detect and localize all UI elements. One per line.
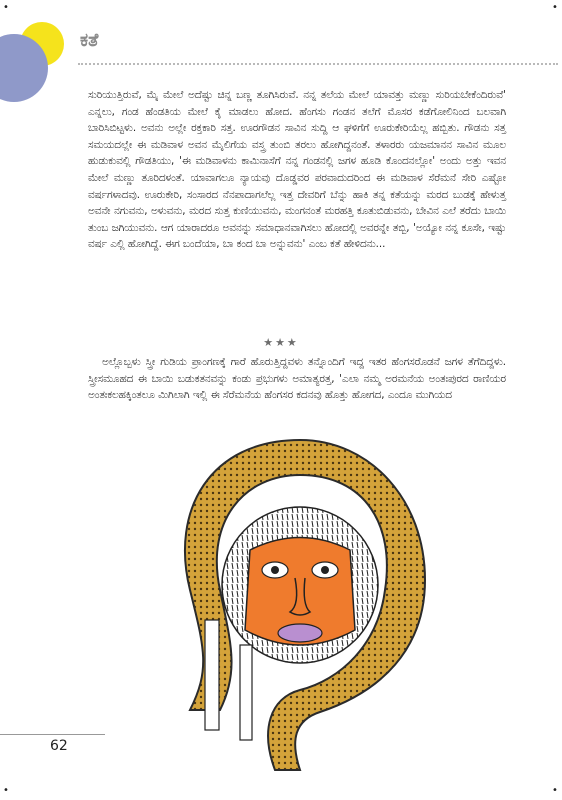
header-dotted-rule — [78, 63, 558, 65]
crop-mark-bottom-right: • — [552, 785, 558, 796]
crop-mark-top-left: • — [3, 2, 9, 13]
page-number: 62 — [50, 738, 68, 754]
paragraph-1: ಸುರಿಯುತ್ತಿರುವೆ, ಮೈ ಮೇಲೆ ಅದೆಷ್ಟು ಚಿನ್ನ ಬಣ್ಣ ತೂಗಿಸಿರುವೆ. ನನ್ನ ತಲೆಯ ಮೇಲೆ ಯಾವತ್ತು ಮಣ್ಣು ಸುರಿಯಬೇಕೆಂದಿರುವೆ' ಎನ್ನಲು, ಗಂಡ ಹೆಂಡತಿಯ ಮೇಲೆ ಕೈ ಮಾಡಲು ಹೋದ. ಹೆಂಗಸು ಗಂಡನ ತಲೆಗೆ ಮೊಸರ ಕಡೆಗೋಲಿನಿಂದ ಬಲವಾಗಿ ಬಾರಿಸಿಬಿಟ್ಟಳು. ಅವನು ಅಲ್ಲೇ ರಕ್ತಕಾರಿ ಸತ್ತ. ಊರಗೌಡನ ಸಾವಿನ ಸುದ್ದಿ ಆ ಘಳಿಗೆಗೆ ಊರುಕೇರಿಯೆಲ್ಲ ಹಬ್ಬಿತು. ಗೌಡನು ಸತ್ತ ಸಮಯದಲ್ಲೇ ಈ ಮಡಿವಾಳ ಅವನ ಮೈಲಿಗೆಯ ವಸ್ತ್ರ ತುಂಬಿ ತರಲು ಹೋಗಿದ್ದನಂತೆ. ತಳಾರರು ಯಜಮಾನನ ಸಾವಿನ ಮೂಲ ಹುಡುಕುವಲ್ಲಿ ಗೌಡತಿಯು, 'ಈ ಮಡಿವಾಳನು ಕಾಮಿನಾಸೆಗೆ ನನ್ನ ಗಂಡನಲ್ಲಿ ಜಗಳ ಹೂಡಿ ಕೊಂದನಲ್ಲೋ' ಅಂದು ಅತ್ತು ಇವನ ಮೇಲೆ ಮಣ್ಣು ತೂರಿದಳಂತೆ. ಯಾವಾಗಲೂ ನ್ಯಾಯವು ದೊಡ್ಡವರ ಪರವಾದುದರಿಂದ ಈ ಮಡಿವಾಳ ಸೆರೆಮನೆ ಸೇರಿ ಎಷ್ಟೋ ವರ್ಷಗಳಾದವು. ಊರುಕೇರಿ, ಸಂಸಾರದ ನೆನಪಾದಾಗಲೆಲ್ಲ ಇತ್ತ ದೇವರಿಗೆ ಬೆನ್ನು ಹಾಕಿ ತನ್ನ ಕತೆಯನ್ನು ಮರದ ಬುಡಕ್ಕೆ ಹೇಳುತ್ತ ಅವನೇ ನಗುವನು, ಅಳುವನು, ಮರದ ಸುತ್ತ ಕುಣಿಯುವನು, ಮಂಗನಂತೆ ಮರಹತ್ತಿ ಕೂತುಬಿಡುವನು, ಬೇವಿನ ಎಲೆ ತರೆದು ಬಾಯಿ ತುಂಬ ಜಗಿಯುವನು. ಆಗ ಯಾರಾದರೂ ಅವನನ್ನು ಸಮಾಧಾನವಾಗಿಸಲು ಹೋದಲ್ಲಿ ಅವರನ್ನೇ ತಬ್ಬಿ, 'ಅಯ್ಯೋ ನನ್ನ ಕೂಸೇ, ಇಷ್ಟು ವರ್ಷ ಎಲ್ಲಿ ಹೋಗಿದ್ದೆ. ಈಗ ಬಂದೆಯಾ, ಬಾ ಕಂದ ಬಾ ಅನ್ನುವನು' ಎಂಬ ಕತೆ ಹೇಳಿದನು... — [88, 89, 506, 251]
paragraph-2: ಅಲ್ಲೊಬ್ಬಳು ಸ್ತ್ರೀ ಗುಡಿಯ ಪ್ರಾಂಗಣಕ್ಕೆ ಗಾರೆ ಹೊರುತ್ತಿದ್ದವಳು ತನ್ನೊಂದಿಗೆ ಇದ್ದ ಇತರ ಹೆಂಗಸರೊಡನೆ ಜಗಳ ತೆಗೆದಿದ್ದಳು. ಸ್ತ್ರೀಸಮೂಹದ ಈ ಬಾಯಿ ಬಡುಕತನವನ್ನು ಕಂಡು ಪ್ರಭುಗಳು ಅಮಾತ್ಯರತ್ತ, 'ಎಲಾ ನಮ್ಮ ಅರಮನೆಯ ಅಂತಃಪುರದ ರಾಣಿಯರ ಅಂತಃಕಲಹಕ್ಕಿಂತಲೂ ಮಿಗಿಲಾಗಿ ಇಲ್ಲಿ ಈ ಸೆರೆಮನೆಯ ಹೆಂಗಸರ ಕದನವು ಹೊತ್ತು ಹೋಗದ, ಎಂದೂ ಮುಗಿಯದ — [88, 356, 506, 402]
crop-mark-top-right: • — [552, 2, 558, 13]
story-text — [88, 87, 506, 253]
bearded-face-illustration — [150, 430, 450, 800]
section-separator: ★★★ — [263, 336, 299, 349]
section-title: ಕತೆ — [80, 30, 99, 51]
footer-rule — [0, 734, 105, 735]
story-text-continued — [88, 354, 506, 404]
crop-mark-bottom-left: • — [3, 785, 9, 796]
